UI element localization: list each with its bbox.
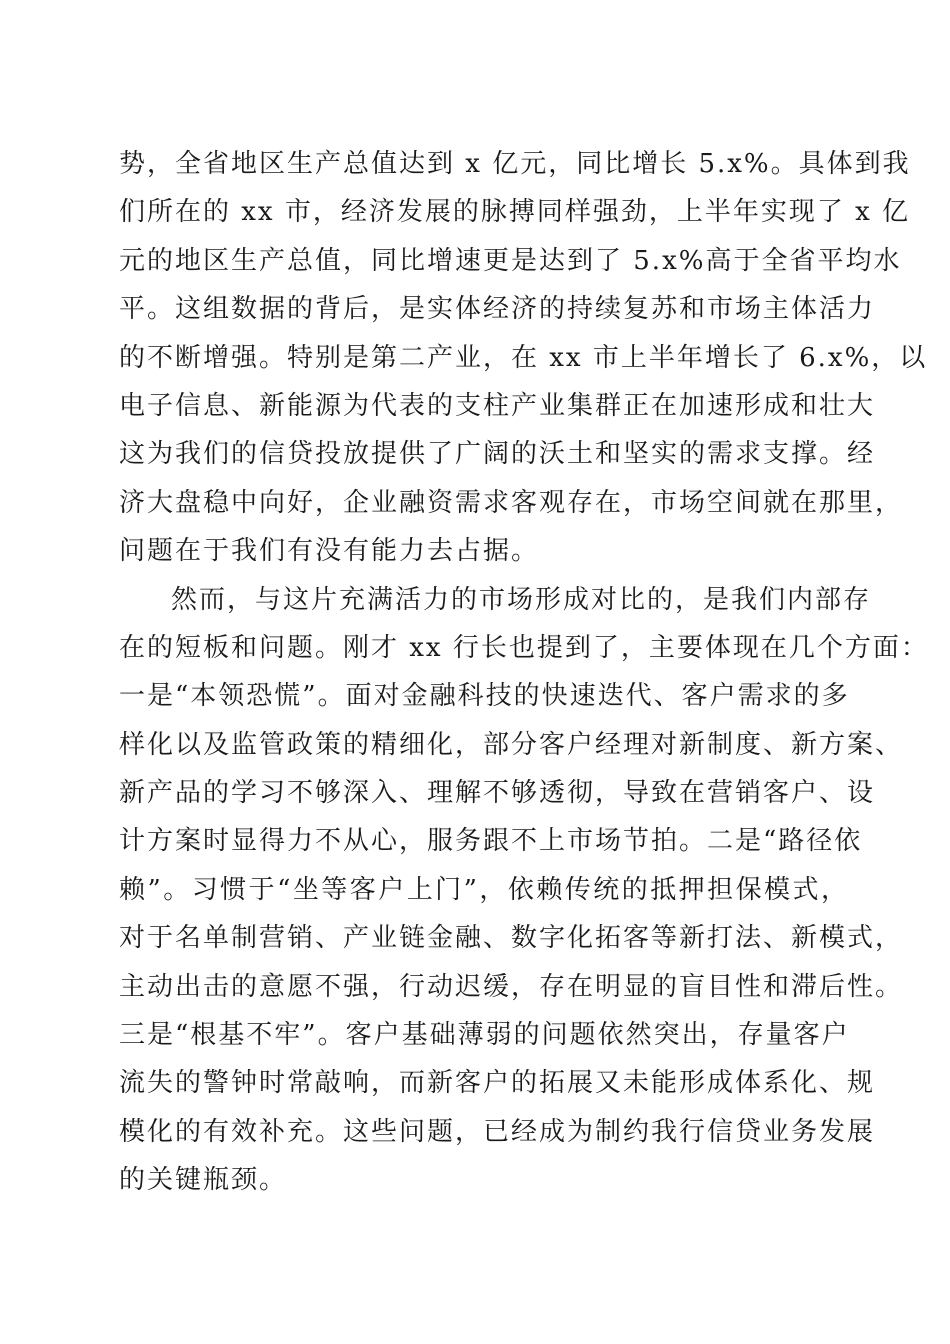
text-line: 一是“本领恐慌”。面对金融科技的快速迭代、客户需求的多 (119, 681, 850, 712)
body-text (119, 140, 929, 1205)
text-line: 的关键瓶颈。 (119, 1165, 288, 1196)
text-line: 济大盘稳中向好，企业融资需求客观存在，市场空间就在那里， (119, 487, 904, 518)
text-line: 的不断增强。特别是第二产业，在 xx 市上半年增长了 6.x%，以 (119, 342, 928, 373)
paragraph-1 (119, 140, 928, 576)
text-line: 们所在的 xx 市，经济发展的脉搏同样强劲，上半年实现了 x 亿 (119, 197, 911, 228)
text-line: 元的地区生产总值，同比增速更是达到了 5.x%高于全省平均水 (119, 245, 902, 276)
text-line: 这为我们的信贷投放提供了广阔的沃土和坚实的需求支撑。经 (119, 439, 876, 470)
text-line: 计方案时显得力不从心，服务跟不上市场节拍。二是“路径依 (119, 826, 863, 857)
text-line: 势，全省地区生产总值达到 x 亿元，同比增长 5.x%。具体到我 (119, 149, 911, 179)
text-line: 模化的有效补充。这些问题，已经成为制约我行信贷业务发展 (119, 1116, 876, 1147)
text-line: 在的短板和问题。刚才 xx 行长也提到了，主要体现在几个方面： (119, 632, 929, 663)
text-line: 流失的警钟时常敲响，而新客户的拓展又未能形成体系化、规 (119, 1068, 876, 1099)
text-line: 赖”。习惯于“坐等客户上门”，依赖传统的抵押担保模式， (119, 874, 849, 905)
text-line: 对于名单制营销、产业链金融、数字化拓客等新打法、新模式， (119, 923, 904, 954)
text-line: 样化以及监管政策的精细化，部分客户经理对新制度、新方案、 (119, 729, 904, 760)
text-line: 主动出击的意愿不强，行动迟缓，存在明显的盲目性和滞后性。 (119, 971, 904, 1002)
text-line: 新产品的学习不够深入、理解不够透彻，导致在营销客户、设 (119, 778, 876, 809)
paragraph-2 (119, 576, 929, 1205)
text-line: 然而，与这片充满活力的市场形成对比的，是我们内部存 (171, 584, 872, 615)
text-line: 三是“根基不牢”。客户基础薄弱的问题依然突出，存量客户 (119, 1020, 850, 1051)
text-line: 问题在于我们有没有能力去占据。 (119, 536, 540, 567)
text-line: 平。这组数据的背后，是实体经济的持续复苏和市场主体活力 (119, 294, 876, 325)
text-line: 电子信息、新能源为代表的支柱产业集群正在加速形成和壮大 (119, 390, 876, 421)
